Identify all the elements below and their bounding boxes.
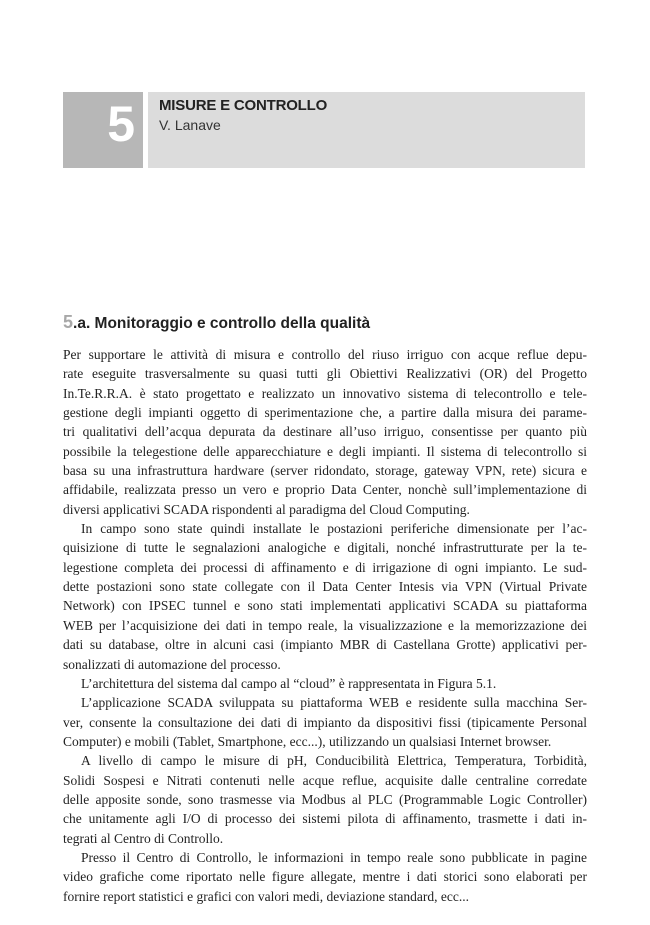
text-line: diversi applicativi SCADA rispondenti al paradigma del Cloud Computing. (63, 501, 470, 517)
text-line: video grafiche come riportato nelle figure allegate, mentre i dati storici sono elaborati per (63, 869, 587, 885)
paragraph (63, 751, 587, 848)
chapter-author: V. Lanave (159, 117, 221, 133)
text-line: WEB per l’acquisizione dei dati in tempo reale, la visualizzazione e la memorizzazione dei (63, 617, 587, 633)
chapter-header (148, 92, 585, 168)
text-line: dati su database, oltre in alcuni casi (impianto MBR di Castellana Grotte) applicativi per- (63, 637, 587, 653)
section-title: .a. Monitoraggio e controllo della qualità (73, 315, 371, 332)
text-line: tegrati al Centro di Controllo. (63, 830, 224, 846)
paragraph (63, 519, 587, 674)
text-line: rate eseguite trasversalmente su quasi tutti gli Obiettivi Realizzativi (OR) del Progetto (63, 366, 587, 382)
paragraph (63, 693, 587, 751)
chapter-number: 5 (107, 96, 135, 152)
paragraph (63, 345, 587, 519)
text-line: Presso il Centro di Controllo, le informazioni in tempo reale sono pubblicate in pagine (81, 849, 587, 865)
text-line: delle apposite sonde, sono trasmesse via Modbus al PLC (Programmable Logic Controller) (63, 791, 587, 807)
body-text (63, 345, 587, 906)
chapter-number-box (63, 92, 143, 168)
text-line: tri qualitativi dell’acqua depurata da destinare all’uso irriguo, consentisse per quanto più (63, 424, 587, 440)
section-heading (63, 311, 593, 335)
text-line: Solidi Sospesi e Nitrati contenuti nelle acque reflue, acquisite dalle centraline corredate (63, 772, 587, 788)
text-line: sonalizzati di automazione del processo. (63, 656, 281, 672)
text-line: possibile la telegestione delle apparecchiature e degli impianti. Il sistema di telecontrollo si (63, 443, 587, 459)
text-line: Per supportare le attività di misura e controllo del riuso irriguo con acque reflue depu- (63, 347, 587, 362)
chapter-title: MISURE E CONTROLLO (159, 97, 328, 114)
text-line: Computer) e mobili (Tablet, Smartphone, ecc...), utilizzando un qualsiasi Internet browser. (63, 733, 552, 749)
text-line: che unitamente agli I/O di processo dei sistemi pilota di affinamento, trasmette i dati in- (63, 811, 587, 827)
paragraph (63, 674, 587, 693)
text-line: ver, consente la consultazione dei dati di impianto da dispositivi fissi (tipicamente Personal (63, 714, 587, 730)
text-line: L’architettura del sistema dal campo al “cloud” è rappresentata in Figura 5.1. (81, 675, 497, 691)
text-line: L’applicazione SCADA sviluppata su piattaforma WEB e residente sulla macchina Ser- (81, 695, 587, 711)
text-line: Network) con IPSEC tunnel e sono stati implementati applicativi SCADA su piattaforma (63, 598, 587, 614)
section-number: 5 (63, 312, 74, 332)
text-line: gestione degli impianti oggetto di sperimentazione che, a partire dalla misura dei parame- (63, 405, 587, 421)
text-line: A livello di campo le misure di pH, Conducibilità Elettrica, Temperatura, Torbidità, (81, 753, 587, 769)
text-line: basa su una infrastruttura hardware (server ridondato, storage, gateway VPN, rete) sicura e (63, 463, 587, 479)
text-line: fornire report statistici e grafici con valori medi, deviazione standard, ecc... (63, 888, 469, 904)
text-line: quisizione di tutte le segnalazioni analogiche e digitali, nonché infrastrutturate per la te- (63, 540, 587, 556)
text-line: In.Te.R.R.A. è stato progettato e realizzato un innovativo sistema di telecontrollo e tele- (63, 385, 587, 401)
text-line: legestione completa dei processi di affinamento e di irrigazione di ogni impianto. Le sud- (63, 559, 587, 575)
paragraph (63, 848, 587, 906)
text-line: dette postazioni sono state collegate con il Data Center Intesis via VPN (Virtual Private (63, 579, 587, 595)
text-line: affidabile, realizzata presso un vero e proprio Data Center, nonchè sull’implementazione di (63, 482, 587, 498)
text-line: In campo sono state quindi installate le postazioni periferiche dimensionate per l’ac- (81, 521, 587, 537)
